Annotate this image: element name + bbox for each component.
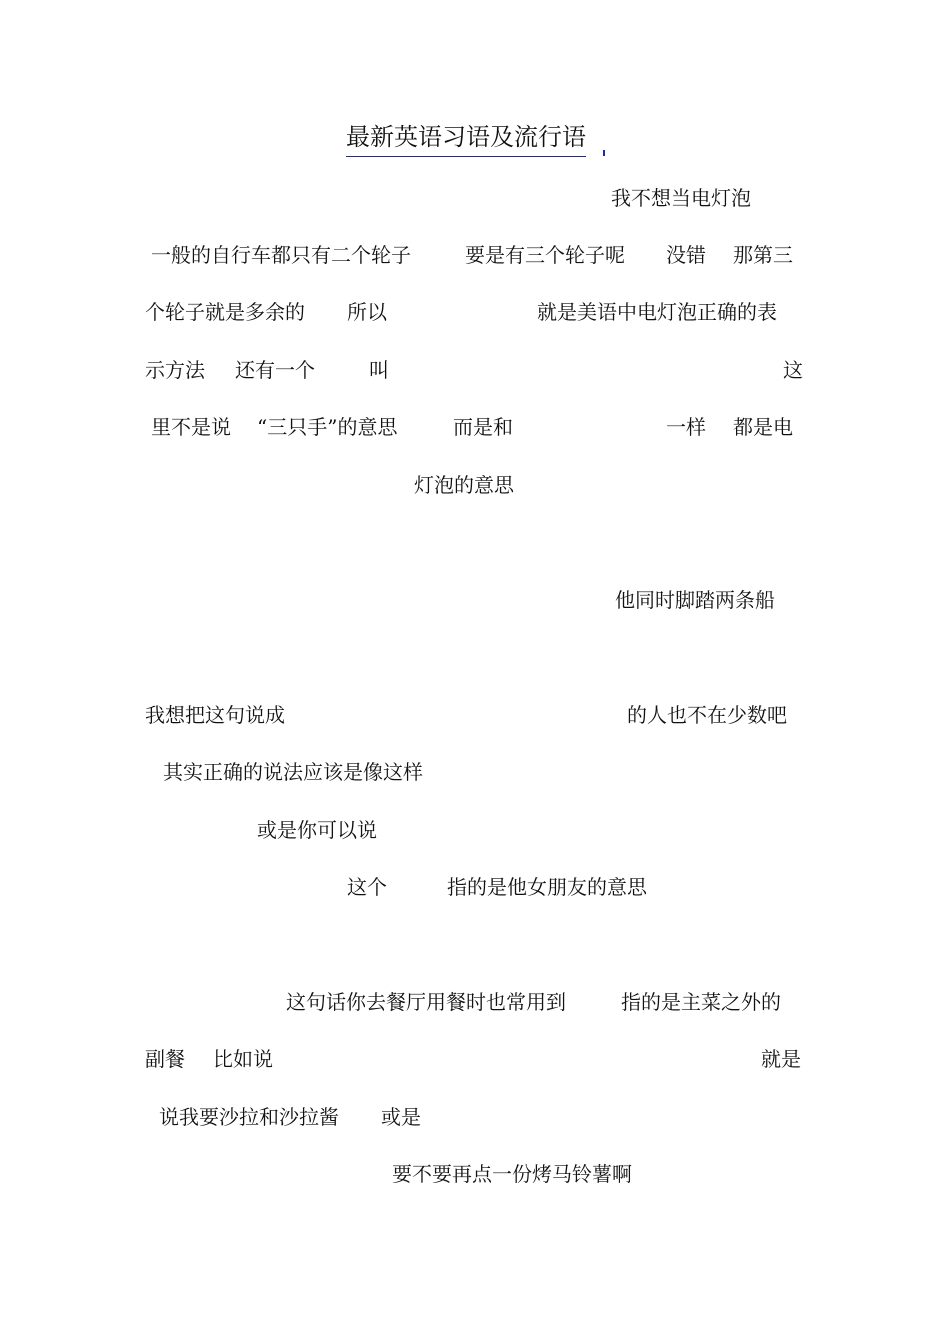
text-fragment: 就是 [761, 1047, 801, 1071]
text-fragment: 要是有三个轮子呢 [465, 243, 625, 267]
document-title: 最新英语习语及流行语 [346, 120, 586, 157]
text-fragment: 而是和 [453, 415, 513, 439]
text-fragment: 灯泡的意思 [414, 473, 514, 497]
text-fragment: 指的是他女朋友的意思 [447, 875, 647, 899]
text-fragment: 就是美语中电灯泡正确的表 [537, 300, 777, 324]
text-fragment: 一般的自行车都只有二个轮子 [151, 243, 411, 267]
text-fragment: 要不要再点一份烤马铃薯啊 [392, 1162, 632, 1186]
text-fragment: 这个 [347, 875, 387, 899]
text-fragment: 指的是主菜之外的 [621, 990, 781, 1014]
text-fragment: 还有一个 [235, 358, 315, 382]
text-fragment: 或是 [381, 1105, 421, 1129]
text-fragment: 一样 [666, 415, 706, 439]
text-fragment: 个轮子就是多余的 [145, 300, 305, 324]
text-fragment: 其实正确的说法应该是像这样 [163, 760, 423, 784]
text-fragment: “三只手”的意思 [257, 415, 398, 439]
text-fragment: 我想把这句说成 [145, 703, 285, 727]
text-fragment: 或是你可以说 [257, 818, 377, 842]
text-fragment: 这句话你去餐厅用餐时也常用到 [286, 990, 566, 1014]
text-fragment: 叫 [369, 358, 389, 382]
text-fragment: 的人也不在少数吧 [627, 703, 787, 727]
section-heading-light-bulb: 我不想当电灯泡 [611, 186, 751, 210]
text-fragment: 那第三 [733, 243, 793, 267]
text-fragment: 副餐 [145, 1047, 185, 1071]
section-heading-two-boats: 他同时脚踏两条船 [615, 588, 775, 612]
text-fragment: 都是电 [733, 415, 793, 439]
text-fragment: 说我要沙拉和沙拉酱 [159, 1105, 339, 1129]
text-fragment: 示方法 [145, 358, 205, 382]
text-fragment: 没错 [666, 243, 706, 267]
text-fragment: 比如说 [213, 1047, 273, 1071]
title-underline-mark [603, 150, 605, 156]
text-fragment: 所以 [347, 300, 387, 324]
text-fragment: 里不是说 [151, 415, 231, 439]
text-fragment: 这 [783, 358, 803, 382]
